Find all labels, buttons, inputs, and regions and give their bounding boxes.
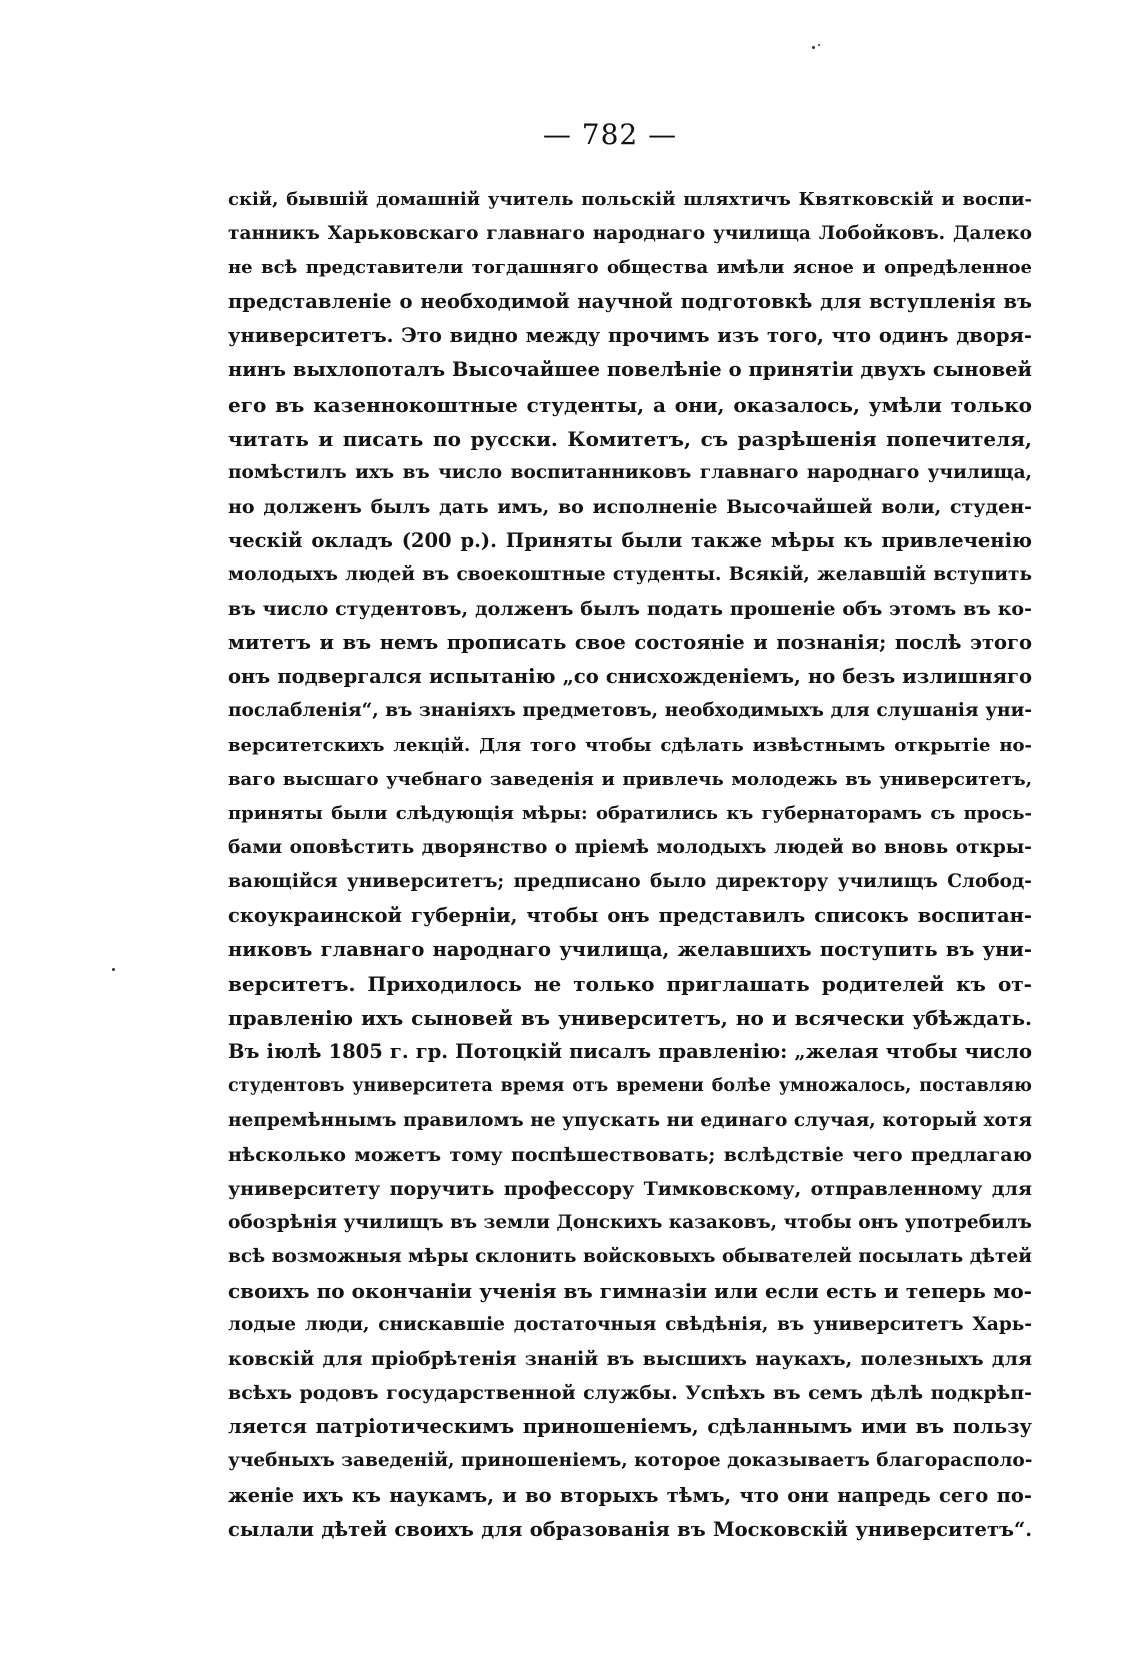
text-line: вающійся университетъ; предписано было директору училищъ Слобод- (228, 870, 1032, 892)
text-line: бами оповѣстить дворянство о пріемѣ молодыхъ людей во вновь откры- (228, 836, 1032, 858)
text-line: всѣхъ родовъ государственной службы. Успѣхъ въ семъ дѣлѣ подкрѣп- (228, 1382, 1032, 1405)
text-line: женіе ихъ къ наукамъ, и во вторыхъ тѣмъ, что они напредь сего по- (228, 1483, 1032, 1507)
text-line: обозрѣнія училищъ въ земли Донскихъ казаковъ, чтобы онъ употребилъ (228, 1211, 1032, 1233)
text-line: правленію ихъ сыновей въ университетъ, но и всячески убѣждать. (228, 1006, 1032, 1031)
text-line: его въ казеннокоштные студенты, а они, оказалось, умѣли только (228, 392, 1032, 417)
text-line: читать и писать по русски. Комитетъ, съ разрѣшенія попечителя, (228, 426, 1032, 451)
text-line: ческій окладъ (200 р.). Приняты были также мѣры къ привлеченію (228, 528, 1032, 552)
text-line: университетъ. Это видно между прочимъ изъ того, что одинъ дворя- (228, 324, 1032, 348)
text-line: верситетскихъ лекцій. Для того чтобы сдѣлать извѣстнымъ открытіе но- (228, 734, 1032, 756)
text-line: онъ подвергался испытанію „со снисхожденіемъ, но безъ излишняго (228, 665, 1032, 689)
text-line: нѣсколько можетъ тому поспѣшествовать; вслѣдствіе чего предлагаю (228, 1143, 1032, 1166)
text-line: учебныхъ заведеній, приношеніемъ, которое доказываетъ благорасполо- (228, 1450, 1032, 1472)
text-line: митетъ и въ немъ прописать свое состояніе и познанія; послѣ этого (228, 631, 1032, 655)
text-line: приняты были слѣдующія мѣры: обратились къ губернаторамъ съ прось- (228, 802, 1032, 824)
text-line: танникъ Харьковскаго главнаго народнаго училища Лобойковъ. Далеко (228, 223, 1032, 245)
text-line: помѣстилъ ихъ въ число воспитанниковъ главнаго народнаго училища, (228, 461, 1032, 483)
text-line: ваго высшаго учебнаго заведенія и привлечь молодежь въ университетъ, (228, 768, 1032, 790)
text-line: ковскій для пріобрѣтенія знаній въ высшихъ наукахъ, полезныхъ для (228, 1348, 1032, 1371)
text-line: всѣ возможныя мѣры склонить войсковыхъ обывателей посылать дѣтей (228, 1245, 1032, 1267)
text-line: но долженъ былъ дать имъ, во исполненіе Высочайшей воли, студен- (228, 495, 1032, 518)
text-line: представленіе о необходимой научной подготовкѣ для вступленія въ (228, 290, 1032, 314)
text-line: университету поручить профессору Тимковскому, отправленному для (228, 1177, 1032, 1200)
scan-speck (812, 46, 815, 49)
text-line: верситетъ. Приходилось не только приглашать родителей къ от- (228, 972, 1032, 997)
text-line: ляется патріотическимъ приношеніемъ, сдѣланнымъ ими въ пользу (228, 1415, 1032, 1439)
body-text (228, 183, 1032, 1547)
text-line: не всѣ представители тогдашняго общества имѣли ясное и опредѣленное (228, 257, 1032, 279)
text-line: никовъ главнаго народнаго училища, желавшихъ поступить въ уни- (228, 938, 1032, 962)
page-number: — 782 — (542, 118, 678, 151)
scan-speck (112, 968, 115, 971)
text-line: своихъ по окончаніи ученія въ гимназіи или если есть и теперь мо- (228, 1279, 1032, 1303)
text-line: скій, бывшій домашній учитель польскій шляхтичъ Квятковскій и воспи- (228, 189, 1032, 210)
text-line: сылали дѣтей своихъ для образованія въ Московскій университетъ“. (228, 1517, 1032, 1541)
scan-speck (818, 44, 820, 46)
text-line: въ число студентовъ, долженъ былъ подать прошеніе объ этомъ въ ко- (228, 598, 1032, 621)
text-line: непремѣннымъ правиломъ не упускать ни единаго случая, который хотя (228, 1109, 1032, 1131)
text-line: студентовъ университета время отъ времени болѣе умножалось, поставляю (228, 1076, 1032, 1097)
text-line: нинъ выхлопоталъ Высочайшее повелѣніе о принятіи двухъ сыновей (228, 358, 1032, 382)
text-line: лодые люди, снискавшіе достаточныя свѣдѣнія, въ университетъ Харь- (228, 1314, 1032, 1336)
text-line: Въ іюлѣ 1805 г. гр. Потоцкій писалъ правленію: „желая чтобы число (228, 1040, 1032, 1064)
text-line: скоукраинской губерніи, чтобы онъ представилъ списокъ воспитан- (228, 903, 1032, 927)
text-line: послабленія“, въ знаніяхъ предметовъ, необходимыхъ для слушанія уни- (228, 700, 1032, 722)
text-line: молодыхъ людей въ своекоштные студенты. Всякій, желавшій вступить (228, 564, 1032, 586)
